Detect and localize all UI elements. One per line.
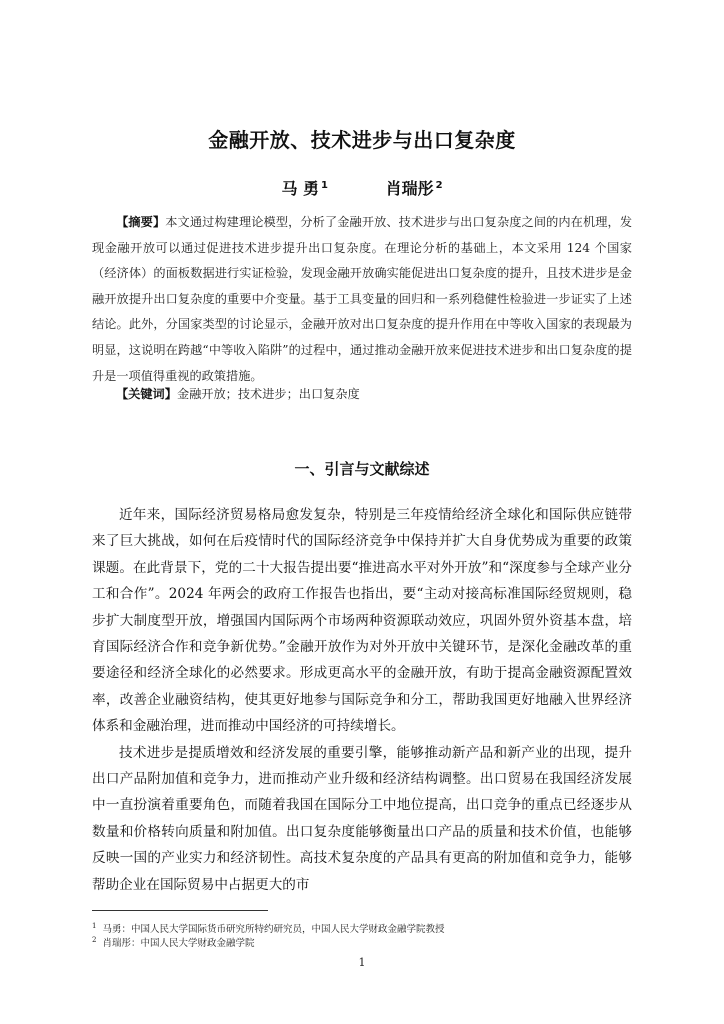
author-2 xyxy=(386,176,443,199)
footnote-text: 肖瑞彤：中国人民大学财政金融学院 xyxy=(102,938,255,949)
author-line xyxy=(0,176,724,199)
paper-title: 金融开放、技术进步与出口复杂度 xyxy=(208,128,516,152)
author-mark: 2 xyxy=(435,180,443,191)
paragraph: 近年来，国际经济贸易格局愈发复杂，特别是三年疫情给经济全球化和国际供应链带来了巨大挑战，如何在后疫情时代的国际经济竞争中保持并扩大自身优势成为重要的政策课题。在此背景下，党的二十大报告提出要“推进高水平对外开放”和“深度参与全球产业分工和合作”。2024 年两会的政府工作报告也指出，要“主动对接高标准国际经贸规则，稳步扩大制度型开放，增强国内国际两个市场两种资源联动效应，巩固外贸外资基本盘，培育国际经济合作和竞争新优势。”金融开放作为对外开放中关键环节，是深化金融改革的重要途径和经济全球化的必然要求。形成更高水平的金融开放，有助于提高金融资源配置效率，改善企业融资结构，使其更好地参与国际竞争和分工，帮助我国更好地融入世界经济体系和金融治理，进而推动中国经济的可持续增长。 xyxy=(92,507,632,735)
author-name: 马 勇 xyxy=(281,179,320,198)
paragraph: 技术进步是提质增效和经济发展的重要引擎，能够推动新产品和新产业的出现，提升出口产品附加值和竞争力，进而推动产业升级和经济结构调整。出口贸易在我国经济发展中一直扮演着重要角色，而随着我国在国际分工中地位提高，出口竞争的重点已经逐步从数量和价格转向质量和附加值。出口复杂度能够衡量出口产品的质量和技术价值，也能够反映一国的产业实力和经济韧性。高技术复杂度的产品具有更高的附加值和竞争力，能够帮助企业在国际贸易中占据更大的市 xyxy=(92,744,632,893)
abstract-label: 【摘要】 xyxy=(116,215,166,229)
author-mark: 1 xyxy=(321,180,328,191)
footnote-mark: 1 xyxy=(92,922,97,930)
abstract-text: 本文通过构建理论模型，分析了金融开放、技术进步与出口复杂度之间的内在机理，发现金融开放可以通过促进技术进步提升出口复杂度。在理论分析的基础上，本文采用 124 个国家（经济体）的面板数据进行实证检验，发现金融开放确实能促进出口复杂度的提升，且技术进步是金融开放提升出口复杂度的重要中介变量。基于工具变量的回归和一系列稳健性检验进一步证实了上述结论。此外，分国家类型的讨论显示，金融开放对出口复杂度的提升作用在中等收入国家的表现最为明显，这说明在跨越“中等收入陷阱”的过程中，通过推动金融开放来促进技术进步和出口复杂度的提升是一项值得重视的政策措施。 xyxy=(92,215,633,383)
body-text xyxy=(92,502,632,898)
keywords-label: 【关键词】 xyxy=(116,387,177,401)
page-number: 1 xyxy=(358,956,366,969)
footnote xyxy=(92,933,652,951)
keywords-text: 金融开放；技术进步；出口复杂度 xyxy=(176,387,360,401)
footnote-mark: 2 xyxy=(92,936,97,944)
author-name: 肖瑞彤 xyxy=(385,179,434,198)
footnote-divider xyxy=(92,910,268,911)
keywords xyxy=(92,382,632,407)
section-heading: 一、引言与文献综述 xyxy=(294,460,430,478)
author-1 xyxy=(281,176,328,199)
footnote-text: 马勇：中国人民大学国际货币研究所特约研究员，中国人民大学财政金融学院教授 xyxy=(102,924,445,935)
abstract xyxy=(92,210,632,389)
